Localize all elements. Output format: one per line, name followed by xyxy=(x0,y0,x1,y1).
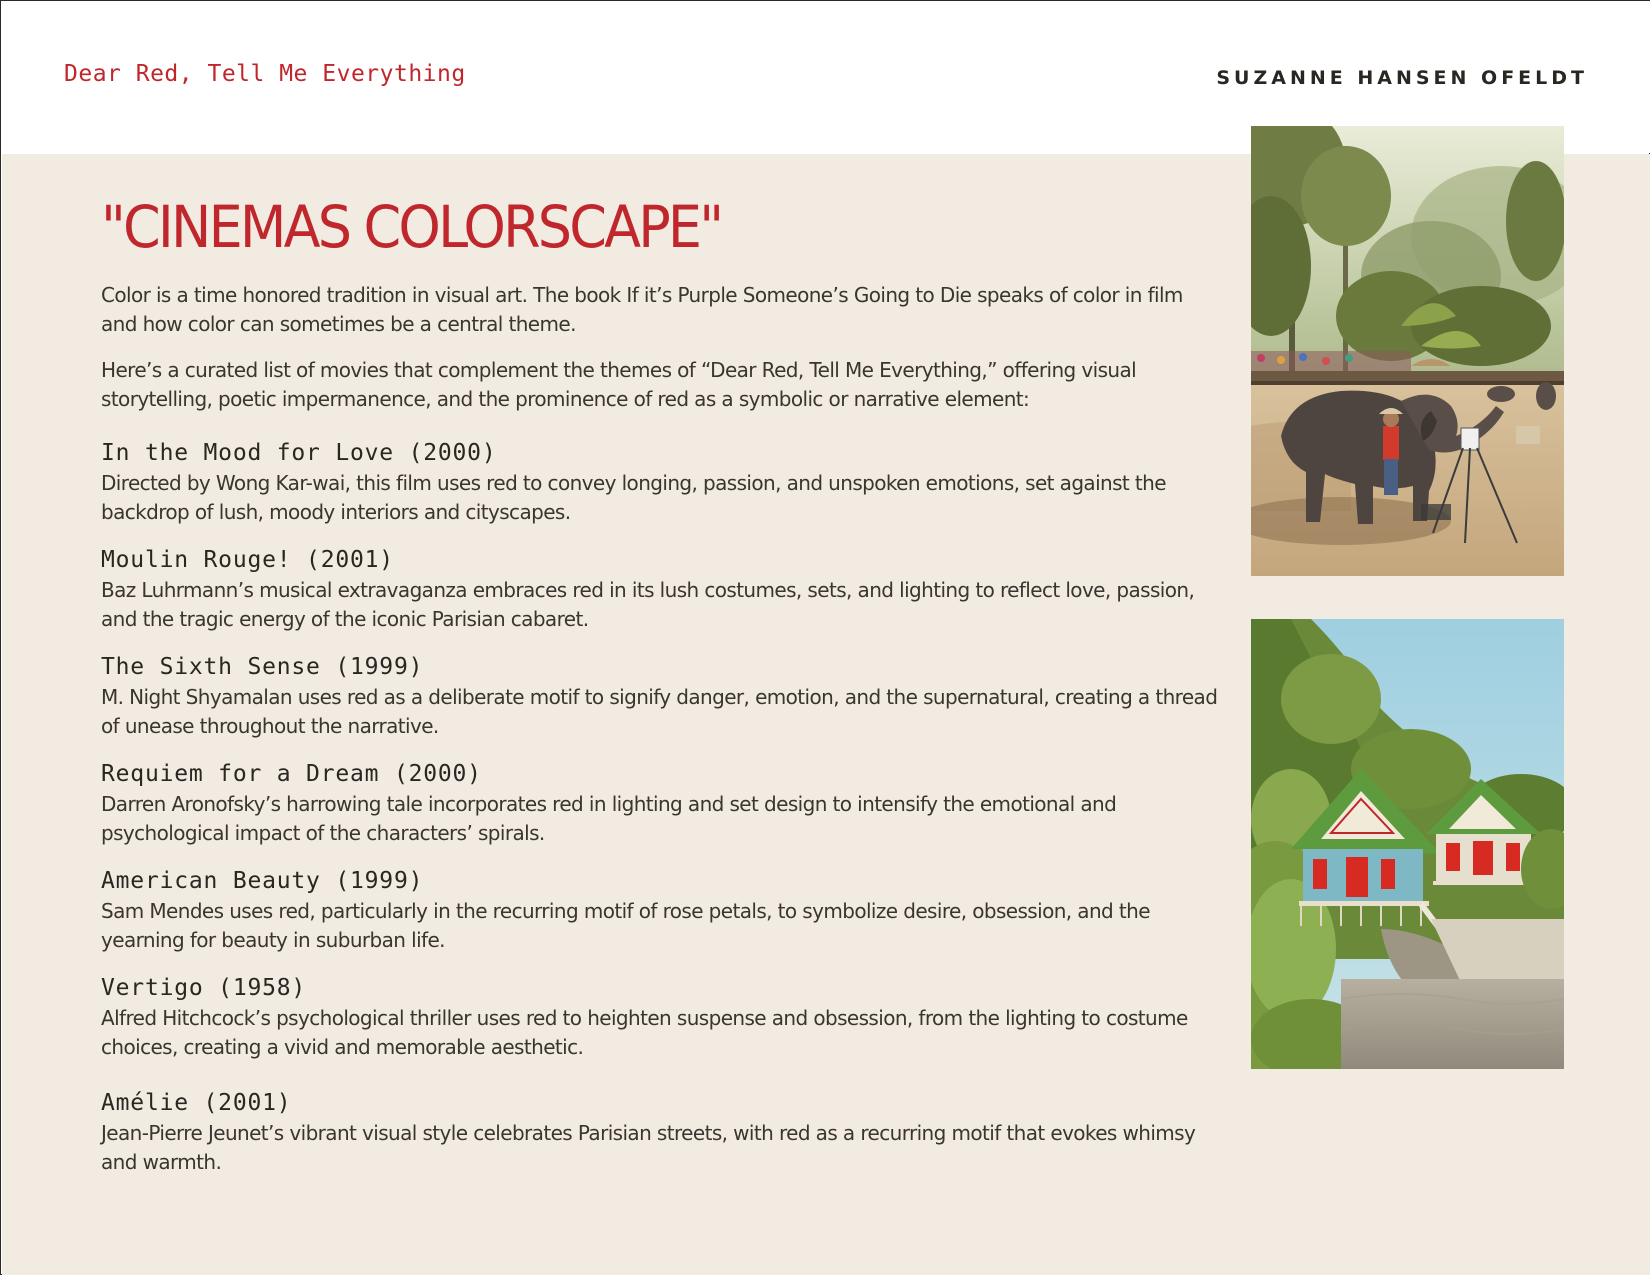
film-entry xyxy=(101,760,1221,848)
elephant-photo-image xyxy=(1251,126,1564,576)
film-entry xyxy=(101,546,1221,634)
film-list xyxy=(101,439,1221,1177)
intro-paragraph: Here’s a curated list of movies that complement the themes of “Dear Red, Tell Me Everything,” offering visual storytelling, poetic impermanence, and the prominence of red as a symbolic or narrative element: xyxy=(101,358,1137,411)
film-title: Amélie (2001) xyxy=(101,1090,292,1116)
elephant-photo xyxy=(1251,126,1564,576)
main-content xyxy=(101,191,1221,1177)
film-title: Vertigo (1958) xyxy=(101,975,307,1001)
film-description: Darren Aronofsky’s harrowing tale incorporates red in lighting and set design to intensify the emotional and psychological impact of the characters’ spirals. xyxy=(101,792,1117,845)
page-title: "CINEMAS COLORSCAPE" xyxy=(101,193,722,261)
film-description: Sam Mendes uses red, particularly in the recurring motif of rose petals, to symbolize desire, obsession, and the yearning for beauty in suburban life. xyxy=(101,899,1150,952)
author-name: SUZANNE HANSEN OFELDT xyxy=(1216,67,1588,89)
film-entry xyxy=(101,653,1221,741)
bungalow-photo xyxy=(1251,619,1564,1069)
film-title: In the Mood for Love (2000) xyxy=(101,440,497,466)
film-description: Directed by Wong Kar-wai, this film uses red to convey longing, passion, and unspoken emotions, set against the backdrop of lush, moody interiors and cityscapes. xyxy=(101,471,1166,524)
film-description: M. Night Shyamalan uses red as a deliberate motif to signify danger, emotion, and the supernatural, creating a thread of unease throughout the narrative. xyxy=(101,685,1218,738)
film-title: Requiem for a Dream (2000) xyxy=(101,761,482,787)
film-title: Moulin Rouge! (2001) xyxy=(101,547,394,573)
film-description: Jean-Pierre Jeunet’s vibrant visual style celebrates Parisian streets, with red as a recurring motif that evokes whimsy and warmth. xyxy=(101,1121,1196,1174)
intro-paragraph: Color is a time honored tradition in visual art. The book If it’s Purple Someone’s Going to Die speaks of color in film and how color can sometimes be a central theme. xyxy=(101,283,1183,336)
film-entry xyxy=(101,439,1221,527)
film-title: American Beauty (1999) xyxy=(101,868,424,894)
bungalow-photo-image xyxy=(1251,619,1564,1069)
intro xyxy=(101,281,1221,414)
film-entry xyxy=(101,867,1221,955)
film-description: Alfred Hitchcock’s psychological thriller uses red to heighten suspense and obsession, from the lighting to costume choices, creating a vivid and memorable aesthetic. xyxy=(101,1006,1188,1059)
film-description: Baz Luhrmann’s musical extravaganza embraces red in its lush costumes, sets, and lighting to reflect love, passion, and the tragic energy of the iconic Parisian cabaret. xyxy=(101,578,1195,631)
film-entry xyxy=(101,1089,1221,1177)
film-entry xyxy=(101,974,1221,1062)
film-title: The Sixth Sense (1999) xyxy=(101,654,424,680)
book-title: Dear Red, Tell Me Everything xyxy=(64,61,466,87)
